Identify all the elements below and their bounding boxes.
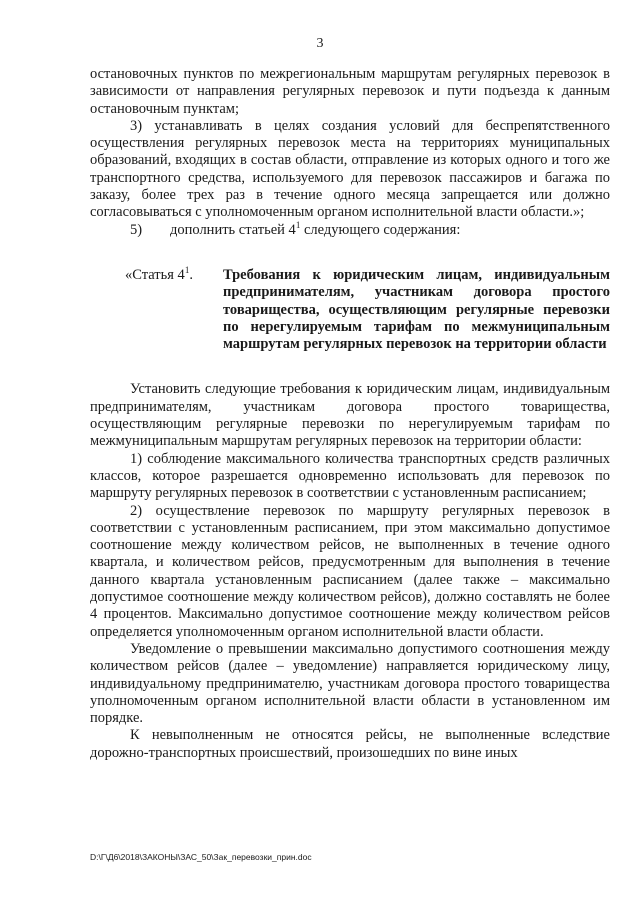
document-body <box>90 66 610 762</box>
article-title: Требования к юридическим лицам, индивидуальным предпринимателям, участникам договора простого товарищества, осуществляющим регулярные перевозки по нерегулируемым тарифам по межмуниципальным маршрутам регулярных перевозок на территории области <box>223 266 610 353</box>
paragraph: 2) осуществление перевозок по маршруту регулярных перевозок в соответствии с установленным расписанием, при этом максимально допустимое соотношение между количеством рейсов, не выполненных в течение одного квартала, и количеством рейсов, предусмотренным для выполнения в течение данного квартала установленным расписанием (далее также – максимально допустимое соотношение между количеством рейсов), должно составлять не более 4 процентов. Максимально допустимое соотношение между количеством рейсов определяется уполномоченным органом исполнительной власти области. <box>90 502 610 640</box>
paragraph: 1) соблюдение максимального количества транспортных средств различных классов, которое разрешается одновременно использовать для перевозок по маршруту регулярных перевозок в соответствии с установленным расписанием; <box>90 450 610 502</box>
superscript: 1 <box>295 219 301 230</box>
article-label: «Статья $4^1$. <box>125 265 193 283</box>
list-item-5 <box>90 219 610 239</box>
list-item-text: дополнить статьей $4^1$ следующего содержания: <box>170 219 461 238</box>
file-path-footer: D:\Г\Д6\2018\ЗАКОНЫ\ЗАС_50\Зак_перевозки_прин.doc <box>90 852 312 862</box>
paragraph: Установить следующие требования к юридическим лицам, индивидуальным предпринимателям, участникам договора простого товарищества, осуществляющим регулярные перевозки по нерегулируемым тарифам по межмуниципальным маршрутам регулярных перевозок на территории области: <box>90 381 610 450</box>
superscript: 1 <box>184 265 190 276</box>
paragraph: К невыполненным не относятся рейсы, не выполненные вследствие дорожно-транспортных происшествий, произошедших по вине иных <box>90 727 610 761</box>
paragraph: 3) устанавливать в целях создания условий для беспрепятственного осуществления регулярных перевозок места на территориях муниципальных образований, входящих в состав области, отправление из которых одного и того же транспортного средства, используемого для перевозок пассажиров и багажа по заказу, более трех раз в течение одного месяца запрещается или должно согласовываться с уполномоченным органом исполнительной власти области.»; <box>90 117 610 221</box>
paragraph: остановочных пунктов по межрегиональным маршрутам регулярных перевозок в зависимости от направления регулярных перевозок и пути подъезда к данным остановочным пунктам; <box>90 66 610 117</box>
list-item-number: 5) <box>130 221 143 238</box>
page-number: 3 <box>316 36 324 51</box>
paragraph: Уведомление о превышении максимально допустимого соотношения между количеством рейсов (далее – уведомление) направляется юридическому лицу, индивидуальному предпринимателю, участникам договора простого товарищества уполномоченным органом исполнительной власти области в установленном им порядке. <box>90 640 610 727</box>
article-heading <box>90 267 610 353</box>
